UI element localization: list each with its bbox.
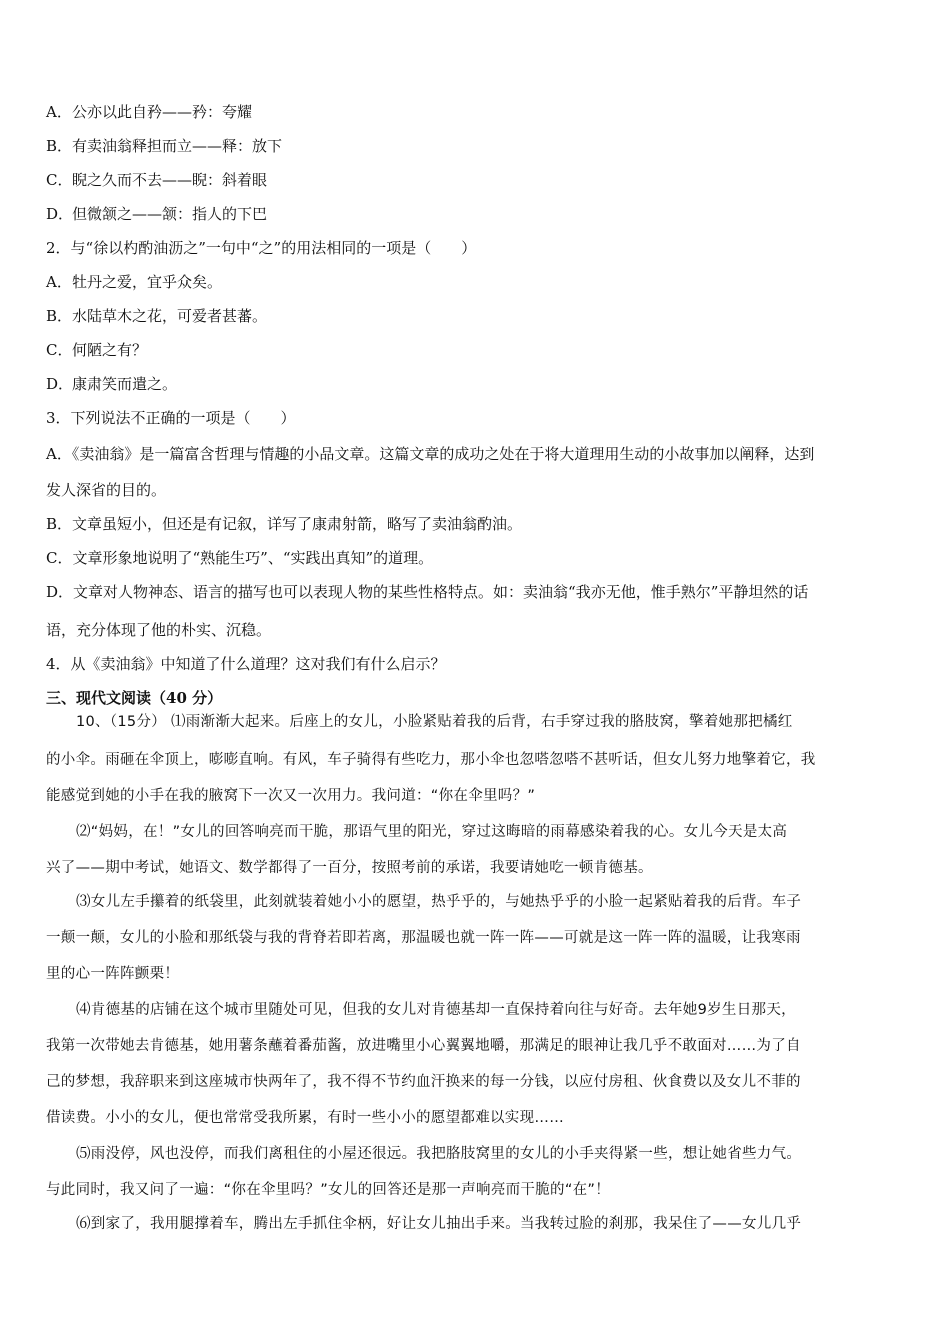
passage-p3-line1: ⑶女儿左手攥着的纸袋里，此刻就装着她小小的愿望，热乎乎的，与她热乎乎的小脸一起紧贴着我的后背。车子 bbox=[76, 894, 802, 910]
q3-stem: 3．下列说法不正确的一项是（ ） bbox=[46, 409, 296, 427]
q3-option-a-line1: A．《卖油翁》是一篇富含哲理与情趣的小品文章。这篇文章的成功之处在于将大道理用生动的小故事加以阐释，达到 bbox=[46, 445, 815, 463]
q2-option-d: D．康肃笑而遣之。 bbox=[46, 375, 178, 393]
passage-p2-line1: ⑵“妈妈，在！”女儿的回答响亮而干脆，那语气里的阳光，穿过这晦暗的雨幕感染着我的心。女儿今天是太高 bbox=[76, 824, 788, 840]
passage-p4-line2: 我第一次带她去肯德基，她用薯条蘸着番茄酱，放进嘴里小心翼翼地嚼，那满足的眼神让我几乎不敢面对……为了自 bbox=[46, 1038, 801, 1054]
q3-option-b: B．文章虽短小，但还是有记叙，详写了康肃射箭，略写了卖油翁酌油。 bbox=[46, 515, 523, 533]
passage-p1-line2: 的小伞。雨砸在伞顶上，嘭嘭直响。有风，车子骑得有些吃力，那小伞也忽嗒忽嗒不甚听话，但女儿努力地擎着它，我 bbox=[46, 752, 816, 768]
section-heading: 三、现代文阅读（40 分） bbox=[46, 689, 223, 707]
passage-p4-line1: ⑷肯德基的店铺在这个城市里随处可见，但我的女儿对肯德基却一直保持着向往与好奇。去年她9岁生日那天， bbox=[76, 1002, 796, 1018]
q4-stem: 4．从《卖油翁》中知道了什么道理？这对我们有什么启示？ bbox=[46, 655, 446, 673]
q2-option-a: A．牡丹之爱，宜乎众矣。 bbox=[46, 273, 223, 291]
passage-p3-line3: 里的心一阵阵颤栗！ bbox=[46, 966, 180, 982]
q1-option-c: C．睨之久而不去——睨：斜着眼 bbox=[46, 171, 268, 189]
passage-p5-line1: ⑸雨没停，风也没停，而我们离租住的小屋还很远。我把胳肢窝里的女儿的小手夹得紧一些，想让她省些力气。 bbox=[76, 1146, 802, 1162]
passage-p6-line1: ⑹到家了，我用腿撑着车，腾出左手抓住伞柄，好让女儿抽出手来。当我转过脸的刹那，我呆住了——女儿几乎 bbox=[76, 1216, 802, 1232]
q2-option-b: B．水陆草木之花，可爱者甚蕃。 bbox=[46, 307, 268, 325]
passage-p5-line2: 与此同时，我又问了一遍：“你在伞里吗？”女儿的回答还是那一声响亮而干脆的“在”！ bbox=[46, 1182, 611, 1198]
q1-option-d: D．但微颔之——颔：指人的下巴 bbox=[46, 205, 268, 223]
passage-p1-line1: 10、（15分） ⑴雨渐渐大起来。后座上的女儿，小脸紧贴着我的后背，右手穿过我的胳肢窝，擎着她那把橘红 bbox=[76, 714, 793, 730]
q3-option-a-line2: 发人深省的目的。 bbox=[46, 481, 167, 499]
q3-option-d-line1: D．文章对人物神态、语言的描写也可以表现人物的某些性格特点。如：卖油翁“我亦无他，惟手熟尔”平静坦然的话 bbox=[46, 583, 809, 601]
q1-option-b: B．有卖油翁释担而立——释：放下 bbox=[46, 137, 283, 155]
passage-p1-line3: 能感觉到她的小手在我的腋窝下一次又一次用力。我问道：“你在伞里吗？” bbox=[46, 788, 536, 804]
q2-option-c: C．何陋之有？ bbox=[46, 341, 148, 359]
q1-option-a: A．公亦以此自矜——矜：夸耀 bbox=[46, 103, 253, 121]
q3-option-d-line2: 语，充分体现了他的朴实、沉稳。 bbox=[46, 621, 272, 639]
q3-option-c: C．文章形象地说明了“熟能生巧”、“实践出真知”的道理。 bbox=[46, 549, 434, 567]
passage-p3-line2: 一颠一颠，女儿的小脸和那纸袋与我的背脊若即若离，那温暖也就一阵一阵——可就是这一阵一阵的温暖，让我寒雨 bbox=[46, 930, 801, 946]
passage-p4-line4: 借读费。小小的女儿，便也常常受我所累，有时一些小小的愿望都难以实现…… bbox=[46, 1110, 564, 1126]
passage-p4-line3: 己的梦想，我辞职来到这座城市快两年了，我不得不节约血汗换来的每一分钱，以应付房租、伙食费以及女儿不菲的 bbox=[46, 1074, 801, 1090]
q2-stem: 2．与“徐以杓酌油沥之”一句中“之”的用法相同的一项是（ ） bbox=[46, 239, 477, 257]
passage-p2-line2: 兴了——期中考试，她语文、数学都得了一百分，按照考前的承诺，我要请她吃一顿肯德基。 bbox=[46, 860, 653, 876]
